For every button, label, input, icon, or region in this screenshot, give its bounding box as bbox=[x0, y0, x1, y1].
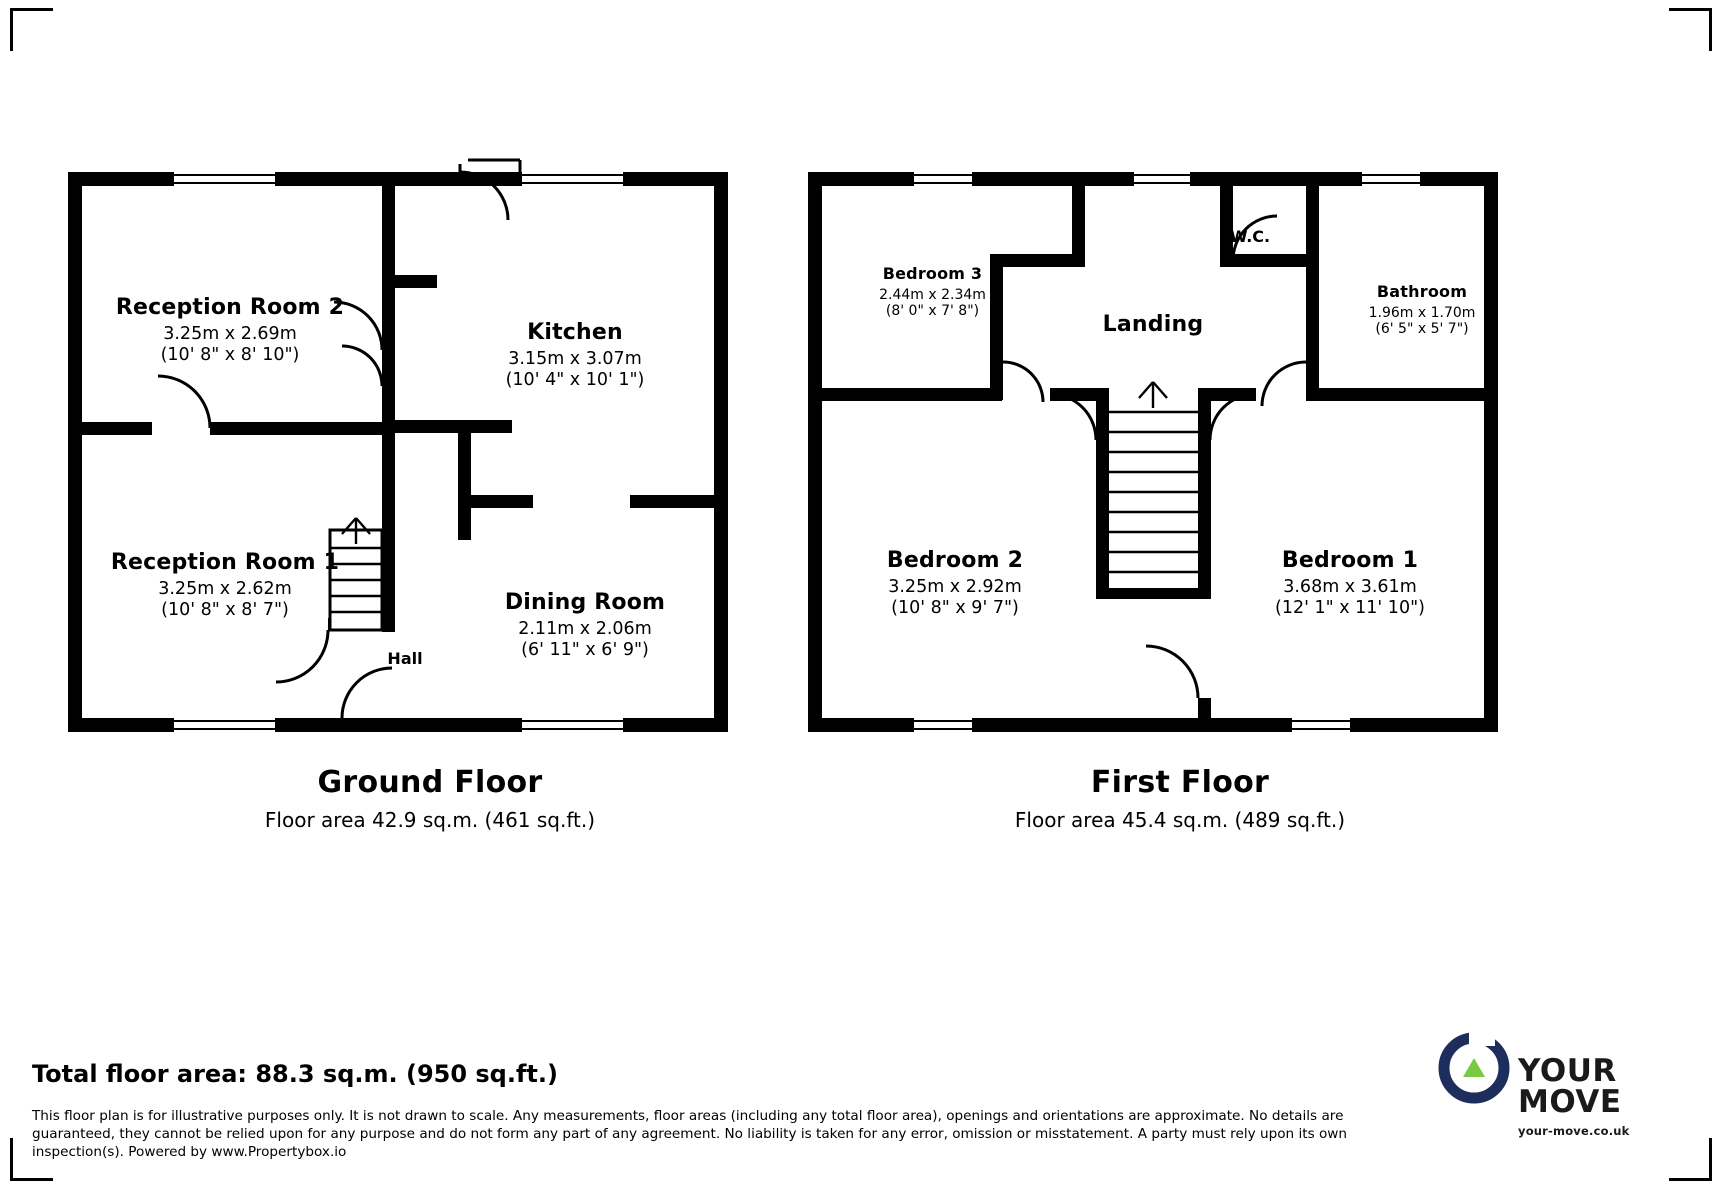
crop-mark-top-right bbox=[1669, 8, 1712, 51]
room-label-wc bbox=[1195, 228, 1305, 247]
room-name: Reception Room 2 bbox=[115, 295, 345, 320]
room-dim-metric: 3.25m x 2.92m bbox=[888, 576, 1022, 597]
room-dim-metric: 1.96m x 1.70m bbox=[1368, 304, 1476, 321]
room-label-bedroom-1 bbox=[1220, 548, 1480, 618]
ground-floor-plan bbox=[60, 150, 800, 832]
room-dim-metric: 3.25m x 2.69m bbox=[163, 323, 297, 344]
first-floor-title bbox=[800, 765, 1560, 832]
crop-mark-bottom-right bbox=[1669, 1138, 1712, 1181]
room-dim-metric: 3.25m x 2.62m bbox=[158, 578, 292, 599]
room-name: Bedroom 1 bbox=[1281, 548, 1419, 573]
floor-name: Ground Floor bbox=[317, 765, 543, 800]
floor-area: Floor area 42.9 sq.m. (461 sq.ft.) bbox=[264, 808, 596, 832]
room-name: Bedroom 2 bbox=[886, 548, 1024, 573]
room-label-dining-room bbox=[460, 590, 710, 660]
room-dim-imperial: (8' 0" x 7' 8") bbox=[885, 303, 980, 320]
floor-area: Floor area 45.4 sq.m. (489 sq.ft.) bbox=[1014, 808, 1346, 832]
total-floor-area: Total floor area: 88.3 sq.m. (950 sq.ft.) bbox=[32, 1060, 558, 1088]
brand-block bbox=[1398, 1030, 1698, 1140]
room-dim-metric: 3.68m x 3.61m bbox=[1283, 576, 1417, 597]
room-name: Bedroom 3 bbox=[882, 264, 983, 283]
room-label-kitchen bbox=[450, 320, 700, 390]
room-label-bedroom-2 bbox=[835, 548, 1075, 618]
room-label-reception-room-1 bbox=[95, 550, 355, 620]
room-name: Kitchen bbox=[527, 320, 623, 345]
room-label-hall bbox=[355, 650, 455, 669]
room-name: W.C. bbox=[1229, 227, 1271, 246]
room-label-reception-room-2 bbox=[100, 295, 360, 365]
first-floor-drawing bbox=[800, 150, 1560, 750]
floor-name: First Floor bbox=[1090, 765, 1270, 800]
room-dim-imperial: (10' 8" x 8' 7") bbox=[161, 599, 289, 620]
room-dim-imperial: (10' 4" x 10' 1") bbox=[505, 369, 645, 390]
ground-floor-title bbox=[60, 765, 800, 832]
room-name: Reception Room 1 bbox=[110, 550, 340, 575]
brand-name: YOUR MOVE bbox=[1518, 1053, 1622, 1120]
room-dim-metric: 2.11m x 2.06m bbox=[518, 618, 652, 639]
room-dim-imperial: (10' 8" x 8' 10") bbox=[160, 344, 300, 365]
brand-wordmark bbox=[1518, 1053, 1698, 1138]
room-label-bedroom-3 bbox=[820, 265, 1045, 320]
room-name: Hall bbox=[387, 649, 423, 668]
room-dim-metric: 3.15m x 3.07m bbox=[508, 348, 642, 369]
brand-url: your-move.co.uk bbox=[1518, 1124, 1630, 1138]
room-name: Dining Room bbox=[504, 590, 666, 615]
first-floor-plan bbox=[800, 150, 1560, 832]
first-stairs bbox=[1109, 382, 1198, 588]
room-name: Landing bbox=[1102, 312, 1204, 337]
crop-mark-top-left bbox=[10, 8, 53, 51]
room-name: Bathroom bbox=[1376, 282, 1468, 301]
your-move-logo-icon bbox=[1438, 1032, 1510, 1104]
room-dim-metric: 2.44m x 2.34m bbox=[879, 286, 986, 303]
room-dim-imperial: (6' 5" x 5' 7") bbox=[1375, 321, 1469, 338]
room-dim-imperial: (6' 11" x 6' 9") bbox=[521, 639, 649, 660]
room-label-landing bbox=[1053, 312, 1253, 341]
room-dim-imperial: (10' 8" x 9' 7") bbox=[891, 597, 1019, 618]
room-label-bathroom bbox=[1312, 283, 1532, 338]
room-dim-imperial: (12' 1" x 11' 10") bbox=[1275, 597, 1425, 618]
disclaimer-text: This floor plan is for illustrative purposes only. It is not drawn to scale. Any measurements, floor areas (including any total floor area), openings and orientations are approximate. No details are guaranteed, they cannot be relied upon for any purpose and do not form any part of any agreement. No liability is taken for any error, omission or misstatement. A party must rely upon its own inspection(s). Powered by www.Propertybox.io bbox=[32, 1108, 1348, 1160]
